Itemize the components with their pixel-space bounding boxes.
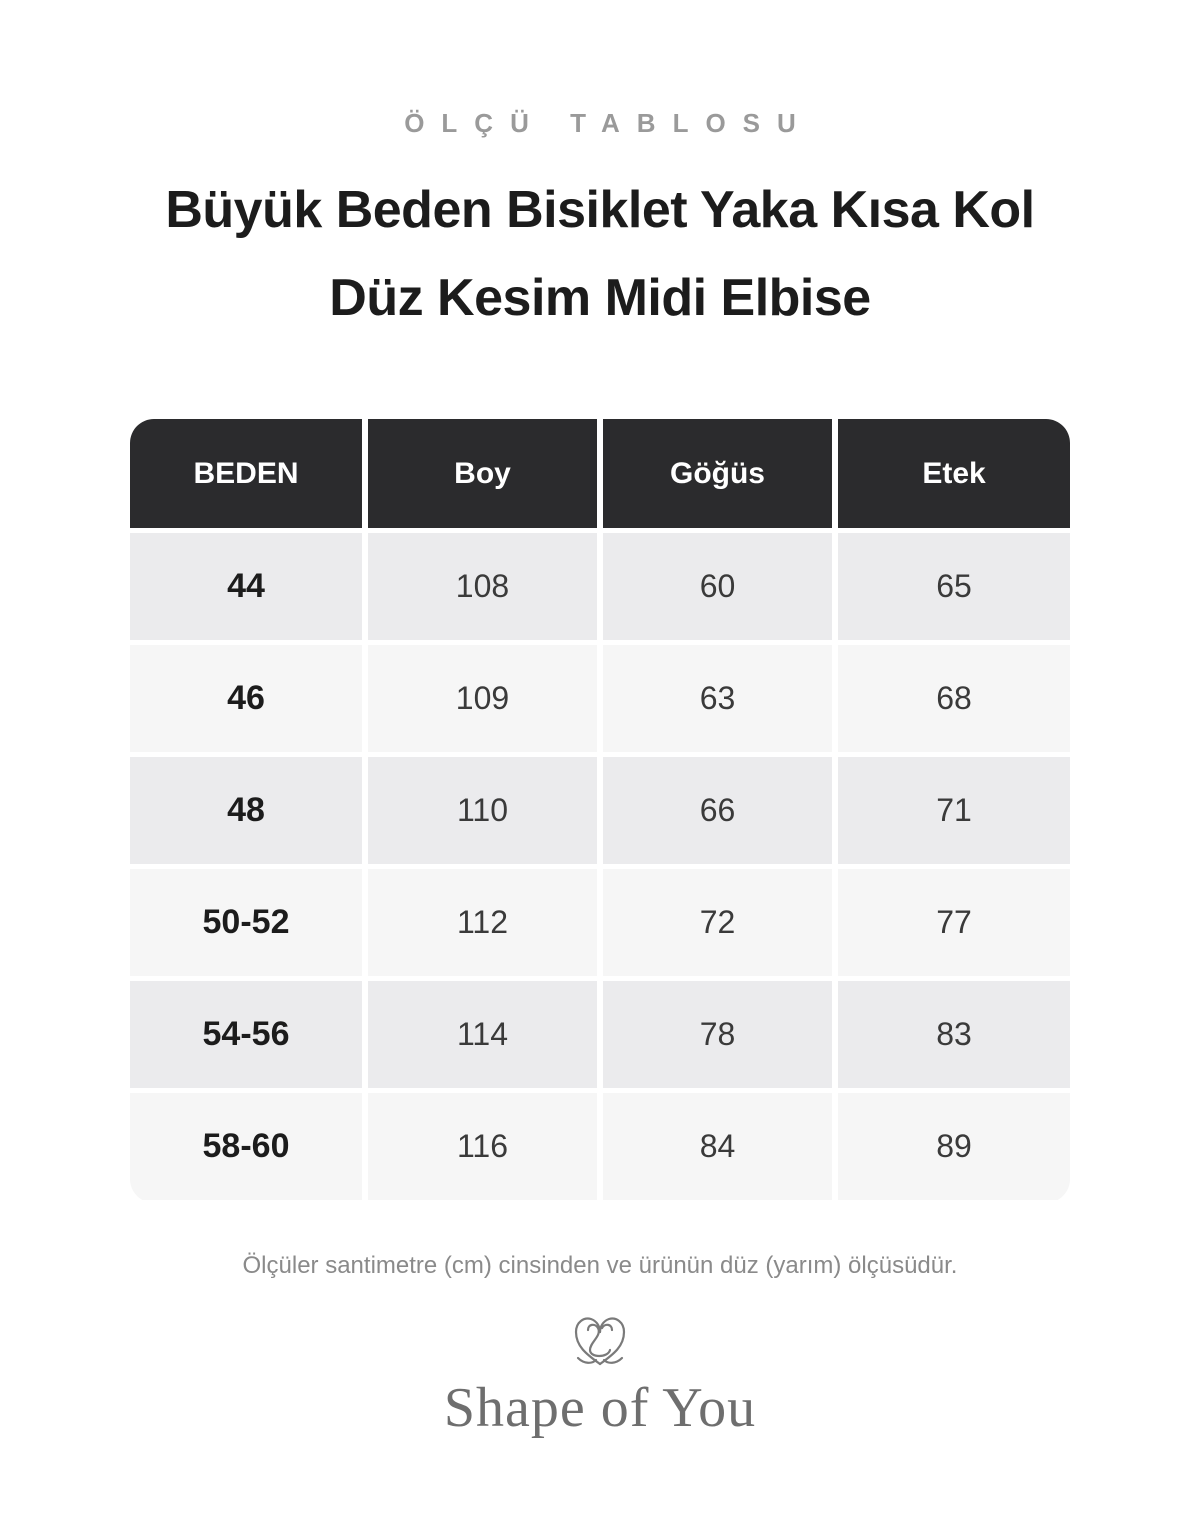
etek-cell: 65: [838, 533, 1070, 640]
table-row: [130, 981, 1070, 1088]
column-header-boy: Boy: [368, 419, 597, 528]
gogus-cell: 63: [603, 645, 832, 752]
boy-cell: 109: [368, 645, 597, 752]
gogus-cell: 72: [603, 869, 832, 976]
table-row: [130, 645, 1070, 752]
eyebrow-label: ÖLÇÜ TABLOSU: [404, 108, 813, 138]
column-header-beden: BEDEN: [130, 419, 362, 528]
gogus-cell: 78: [603, 981, 832, 1088]
size-cell: 48: [130, 757, 362, 864]
size-cell: 54-56: [130, 981, 362, 1088]
title-line-1: Büyük Beden Bisiklet Yaka Kısa Kol: [165, 181, 1035, 239]
table-header-row: [130, 419, 1070, 528]
size-table: [130, 419, 1070, 1203]
column-header-etek: Etek: [838, 419, 1070, 528]
etek-cell: 71: [838, 757, 1070, 864]
boy-cell: 112: [368, 869, 597, 976]
measurement-note: Ölçüler santimetre (cm) cinsinden ve ürünün düz (yarım) ölçüsüdür.: [242, 1252, 958, 1279]
column-header-gogus: Göğüs: [603, 419, 832, 528]
table-row: [130, 757, 1070, 864]
boy-cell: 108: [368, 533, 597, 640]
table-row: [130, 533, 1070, 640]
etek-cell: 83: [838, 981, 1070, 1088]
gogus-cell: 60: [603, 533, 832, 640]
boy-cell: 114: [368, 981, 597, 1088]
table-row: [130, 869, 1070, 976]
etek-cell: 89: [838, 1093, 1070, 1200]
size-cell: 46: [130, 645, 362, 752]
brand-logo-text: Shape of You: [443, 1377, 757, 1439]
gogus-cell: 84: [603, 1093, 832, 1200]
page-title: [100, 166, 1100, 342]
gogus-cell: 66: [603, 757, 832, 864]
size-cell: 50-52: [130, 869, 362, 976]
title-line-2: Düz Kesim Midi Elbise: [329, 269, 871, 327]
etek-cell: 77: [838, 869, 1070, 976]
etek-cell: 68: [838, 645, 1070, 752]
boy-cell: 110: [368, 757, 597, 864]
size-cell: 58-60: [130, 1093, 362, 1200]
table-row: [130, 1093, 1070, 1200]
boy-cell: 116: [368, 1093, 597, 1200]
size-cell: 44: [130, 533, 362, 640]
double-heart-icon: [568, 1312, 632, 1372]
